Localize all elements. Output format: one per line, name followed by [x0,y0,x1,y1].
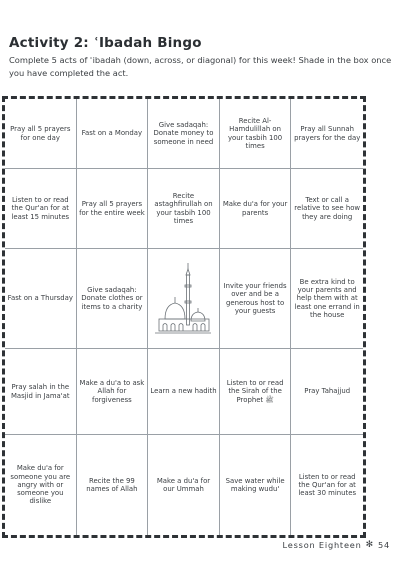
bingo-cell[interactable] [5,169,77,249]
bingo-cell-text: Recite Al-Hamdulillah on your tasbih 100 times [227,117,283,150]
bingo-cell[interactable] [77,349,149,435]
bingo-cell-text: Listen to or read the Qur'an for at least 15 minutes [11,196,70,221]
bingo-cell[interactable] [77,169,149,249]
bingo-cell[interactable] [291,169,363,249]
bingo-cell[interactable] [77,249,149,349]
bingo-cell-text: Listen to or read the Qur'an for at least 30 minutes [298,472,357,498]
bingo-cell-text: Fast on a Thursday [7,294,73,303]
bingo-cell-text: Pray salah in the Masjid in Jama'at [10,383,70,400]
bingo-cell[interactable] [220,435,292,535]
bingo-grid [5,99,363,535]
bingo-cell[interactable] [77,435,149,535]
bingo-cell[interactable] [5,435,77,535]
lesson-label: Lesson Eighteen [282,540,362,550]
bingo-cell[interactable] [291,349,363,435]
bingo-cell[interactable] [220,349,292,435]
bingo-cell-text: Pray all Sunnah prayers for the day [294,125,361,142]
bingo-cell[interactable] [220,99,292,169]
bingo-cell[interactable] [148,349,220,435]
bingo-cell[interactable] [5,249,77,349]
bingo-board [2,96,366,538]
bingo-cell[interactable] [148,169,220,249]
bingo-cell[interactable] [5,349,77,435]
page-footer [283,540,390,550]
bingo-cell-text: Make a du'a for our Ummah [156,476,211,493]
bingo-cell-text: Give sadaqah: Donate clothes or items to a charity [81,286,143,311]
bingo-cell-text: Recite astaghfirullah on your tasbih 100 times [154,192,213,225]
bingo-cell-text: Save water while making wudu' [225,476,285,493]
bingo-cell[interactable] [148,435,220,535]
bingo-cell-text: Fast on a Monday [81,129,143,138]
ornament-icon: ✻ [365,540,374,550]
page-number: 54 [377,540,390,550]
bingo-cell-text: Give sadaqah: Donate money to someone in need [153,121,214,146]
bingo-cell-text: Make a du'a to ask Allah for forgiveness [79,379,145,404]
bingo-cell-free-space[interactable] [148,249,220,349]
page-title: Activity 2: ʿIbadah Bingo [9,35,202,51]
bingo-cell-text: Listen to or read the Sirah of the Prophet ﷺ [226,379,284,404]
bingo-cell-text: Be extra kind to your parents and help them with at least one errand in the house [294,277,360,319]
bingo-cell-text: Pray Tahajjud [304,387,351,396]
bingo-cell[interactable] [77,99,149,169]
bingo-cell-text: Invite your friends over and be a generous host to your guests [223,282,287,315]
bingo-cell-text: Make du'a for someone you are angry with or someone you dislike [10,464,71,506]
bingo-cell-text: Recite the 99 names of Allah [86,476,138,493]
bingo-cell-text: Learn a new hadith [150,387,217,396]
bingo-cell[interactable] [291,435,363,535]
mosque-icon [153,261,213,337]
bingo-cell-text: Pray all 5 prayers for one day [10,125,71,142]
bingo-cell-text: Make du'a for your parents [222,200,288,217]
bingo-cell[interactable] [220,249,292,349]
bingo-cell[interactable] [5,99,77,169]
bingo-cell-text: Text or call a relative to see how they are doing [294,196,361,221]
bingo-cell[interactable] [291,99,363,169]
bingo-cell[interactable] [220,169,292,249]
bingo-cell[interactable] [148,99,220,169]
bingo-cell[interactable] [291,249,363,349]
instructions: Complete 5 acts of ʿibadah (down, across, or diagonal) for this week! Shade in the box once you have completed the act. [9,55,392,78]
bingo-cell-text: Pray all 5 prayers for the entire week [79,200,145,217]
